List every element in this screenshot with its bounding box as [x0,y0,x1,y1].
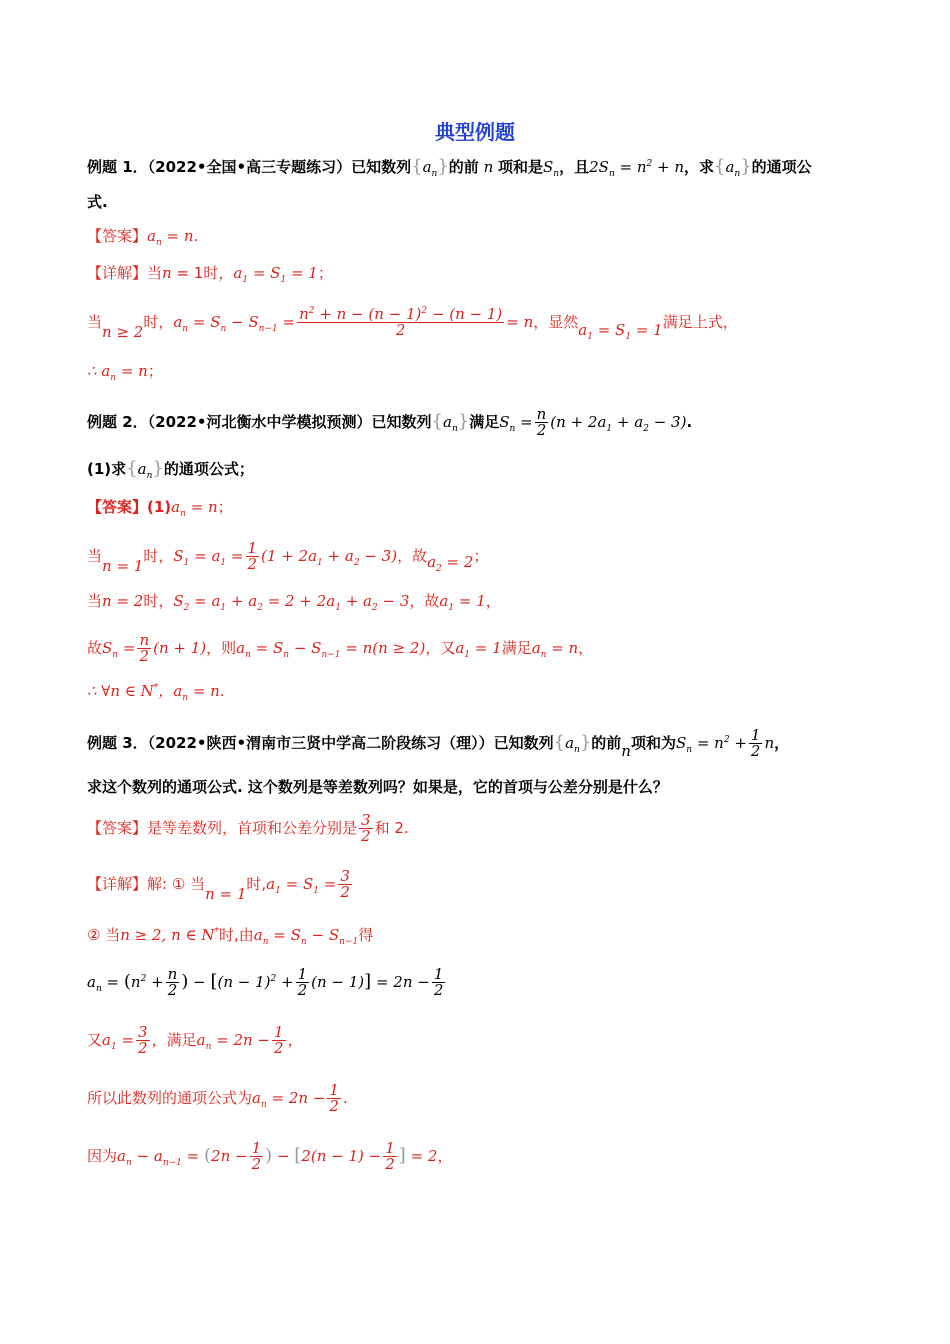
formula: $\{a_n\}$ [411,156,449,179]
example-3-detail-1: 【详解】解: ① 当n = 1时$,a_1 = S_1$ = $\frac{3}{2}$ [87,867,350,903]
example-1-label: 例题 1． [87,158,148,176]
example-1-stem: 例题 1．（2022•全国•高三专题练习）已知数列$\{a_n\}$的前 n 项和是$S_n$，且$2S_n = n^2 + n$，求$\{a_n\}$的通项公 [87,156,812,179]
page-title: 典型例题 [435,120,515,144]
example-1-derivation: 当n ≥ 2时，$a_n = S_n - S_{n-1}$ = $\frac{n^2 + n - (n - 1)^2 - (n - 1)}{2}$ = n，显然$a_1 = S_1 = 1$满足上式， [87,305,738,342]
example-3-difference: 因为$a_n - a_{n-1} = (2n$ − $\frac{1}{2}$ ) − [2(n − 1) − $\frac{1}{2}$ ] = 2， [87,1139,453,1173]
example-1-conclusion: ∴ $a_n = n$； [87,362,163,383]
example-3-check: 又$a_1$ = $\frac{3}{2}$ ，满足$a_n = 2n$ − $\frac{1}{2}$ ， [87,1023,303,1057]
example-1-stem-cont: 式. [87,193,108,211]
example-3-answer: 【答案】是等差数列，首项和公差分别是 $\frac{3}{2}$ 和 2. [87,811,409,845]
example-1-detail: 【详解】当n = 1时，$a_1 = S_1 = 1$； [87,264,333,285]
example-2-step-1: 当n = 1时，$S_1 = a_1$ = $\frac{1}{2}$ $(1 + 2a_1 + a_2 - 3)$，故$a_2 = 2$； [87,539,489,575]
example-3-stem-cont: 求这个数列的通项公式. 这个数列是等差数列吗？如果是，它的首项与公差分别是什么？ [87,778,668,796]
example-3-formula: 所以此数列的通项公式为$a_n = 2n$ − $\frac{1}{2}$ . [87,1081,348,1115]
example-2-answer: 【答案】$(1)a_n = n$； [87,498,233,519]
example-1-source: （2022•全国•高三专题练习） [147,158,352,176]
example-3-derivation: $a_n = (n^2$ + $\frac{n}{2}$ ) − [$(n - 1)^2$ + $\frac{1}{2}$ (n − 1)] = 2n − $\frac{1}{2}$ [87,965,444,999]
example-2-conclusion: ∴ ∀n ∈ N*，$a_n = n$. [87,682,225,703]
example-1-answer: 【答案】$a_n = n$. [87,227,199,248]
example-2-step-3: 故$S_n$ = $\frac{n}{2}$ (n + 1)，则$a_n = S_n - S_{n-1} = n(n \ge 2)$，又$a_1 = 1$满足$a_n = n$， [87,631,594,665]
example-3-detail-2: ② 当n ≥ 2, n ∈ N*时,由$a_n = S_n - S_{n-1}$得 [87,926,374,947]
example-3-stem: 例题 3．（2022•陕西•渭南市三贤中学高二阶段练习（理））已知数列$\{a_n\}$的前n项和为$S_n = n^2$ + $\frac{1}{2}$ n， [87,726,790,760]
example-2-question-1: (1)求$\{a_n\}$的通项公式； [87,458,254,481]
example-2-stem: 例题 2．（2022•河北衡水中学模拟预测）已知数列$\{a_n\}$满足$S_n$ = $\frac{n}{2}$ $(n + 2a_1 + a_2 - 3)$. [87,405,693,439]
example-2-step-2: 当n = 2时，$S_2 = a_1 + a_2 = 2 + 2a_1 + a_2 - 3$，故$a_1 = 1$， [87,592,501,613]
